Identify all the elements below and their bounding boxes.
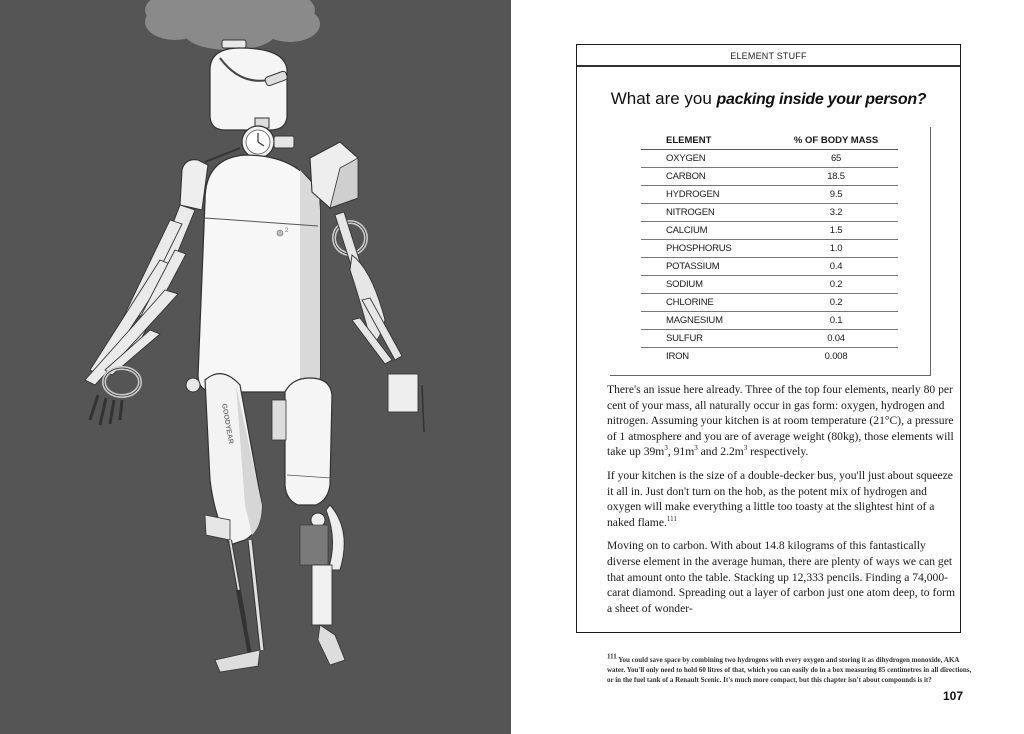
paragraph-1-text-d: respectively. xyxy=(747,445,809,459)
table-body xyxy=(641,150,898,366)
table-row xyxy=(641,222,898,240)
page-number: 107 xyxy=(943,689,964,703)
headline-emphasis: packing inside your person? xyxy=(716,91,927,108)
footnote-reference[interactable]: 111 xyxy=(666,514,677,523)
pencil-arm xyxy=(85,205,195,425)
column-header-mass: % OF BODY MASS xyxy=(774,132,898,150)
paragraph-1-text-b: , 91m xyxy=(667,445,695,459)
table-row xyxy=(641,276,898,294)
right-page xyxy=(511,0,1024,734)
tool-arm xyxy=(334,212,424,432)
element-name-cell: CALCIUM xyxy=(641,222,774,240)
element-name-cell: HYDROGEN xyxy=(641,186,774,204)
body-mass-cell: 0.4 xyxy=(774,258,898,276)
footnote-marker: 111 xyxy=(607,652,617,661)
table-row xyxy=(641,258,898,276)
table-row xyxy=(641,168,898,186)
running-header: ELEMENT STUFF xyxy=(577,45,960,67)
paragraph-1 xyxy=(607,382,957,460)
element-name-cell: CHLORINE xyxy=(641,294,774,312)
cylinder-leg xyxy=(272,378,345,665)
body-mass-cell: 9.5 xyxy=(774,186,898,204)
superscript-cubed: 3 xyxy=(664,444,668,453)
element-table xyxy=(641,132,898,365)
paragraph-1-text-a: There's an issue here already. Three of the top four elements, nearly 80 per cent of your mass, all naturally occur in gas form: oxygen, hydrogen and nitrogen. Assuming your kitchen is at room temperature (21°C), a pressure of 1 atmosphere and you are of average weight (80kg), those elements will take up 39m xyxy=(607,383,954,459)
body-mass-cell: 3.2 xyxy=(774,204,898,222)
table-frame xyxy=(610,127,931,376)
body-mass-cell: 0.2 xyxy=(774,276,898,294)
body-mass-cell: 0.008 xyxy=(824,351,848,362)
robot-torso xyxy=(198,155,320,392)
left-page-illustration xyxy=(0,0,511,734)
body-mass-cell: 1.0 xyxy=(774,240,898,258)
table-row xyxy=(641,186,898,204)
robot-illustration xyxy=(0,0,511,734)
element-name-cell: SULFUR xyxy=(641,330,774,348)
page-frame xyxy=(576,44,961,633)
paragraph-2-text: If your kitchen is the size of a double-decker bus, you'll just about squeeze it all in. Just don't turn on the hob, as the potent mix of hydrogen and oxygen will make everything a little too toasty at the slightest hint of a naked flame. xyxy=(607,468,953,529)
superscript-cubed: 3 xyxy=(694,444,698,453)
table-row xyxy=(641,294,898,312)
table-row xyxy=(641,330,898,348)
body-mass-cell: 0.04 xyxy=(774,330,898,348)
paragraph-2 xyxy=(607,468,957,530)
element-name-cell: PHOSPHORUS xyxy=(641,240,774,258)
body-mass-cell: 18.5 xyxy=(774,168,898,186)
element-name-cell: MAGNESIUM xyxy=(641,312,774,330)
body-mass-cell: 0.2 xyxy=(774,294,898,312)
footnote-text: You could save space by combining two hydrogens with every oxygen and storing it as dihydrogen monoxide, AKA water. You'll only need to hold 60 litres of that, which you can easily do in a box measuring 85 centimetres in all directions, or in the fuel tank of a Renault Scenic. It's much more compact, but this chapter isn't about compounds is it? xyxy=(607,656,972,684)
element-name-cell: POTASSIUM xyxy=(641,258,774,276)
superscript-cubed: 3 xyxy=(743,444,748,453)
table-header-row xyxy=(641,132,898,150)
airship-leg xyxy=(205,374,262,672)
headline-plain: What are you xyxy=(610,89,717,108)
element-name-cell: NITROGEN xyxy=(641,204,774,222)
element-name-cell: CARBON xyxy=(641,168,774,186)
table-row xyxy=(641,348,898,366)
table-row xyxy=(641,204,898,222)
element-name-cell: IRON xyxy=(666,351,689,362)
column-header-element: ELEMENT xyxy=(641,132,774,150)
element-name-cell: OXYGEN xyxy=(641,150,774,168)
table-row xyxy=(641,312,898,330)
paragraph-1-text-c: and 2.2m xyxy=(697,445,744,459)
body-mass-cell: 0.1 xyxy=(774,312,898,330)
footnote xyxy=(607,652,977,685)
body-text xyxy=(607,382,957,616)
element-name-cell: SODIUM xyxy=(641,276,774,294)
airship-lettering: GOODYEAR xyxy=(220,403,235,445)
headline xyxy=(577,89,960,109)
table-row xyxy=(641,240,898,258)
svg-text:2: 2 xyxy=(285,228,289,234)
body-mass-cell: 1.5 xyxy=(774,222,898,240)
paragraph-3: Moving on to carbon. With about 14.8 kilograms of this fantastically diverse element in the average human, there are plenty of ways we can get that amount onto the table. Stacking up 12,333 pencils. Finding a 74,000-carat diamond. Spreading out a layer of carbon just one atom deep, to form a sheet of wonder- xyxy=(607,539,956,615)
table-row xyxy=(641,150,898,168)
robot-head xyxy=(210,40,288,130)
body-mass-cell: 65 xyxy=(774,150,898,168)
